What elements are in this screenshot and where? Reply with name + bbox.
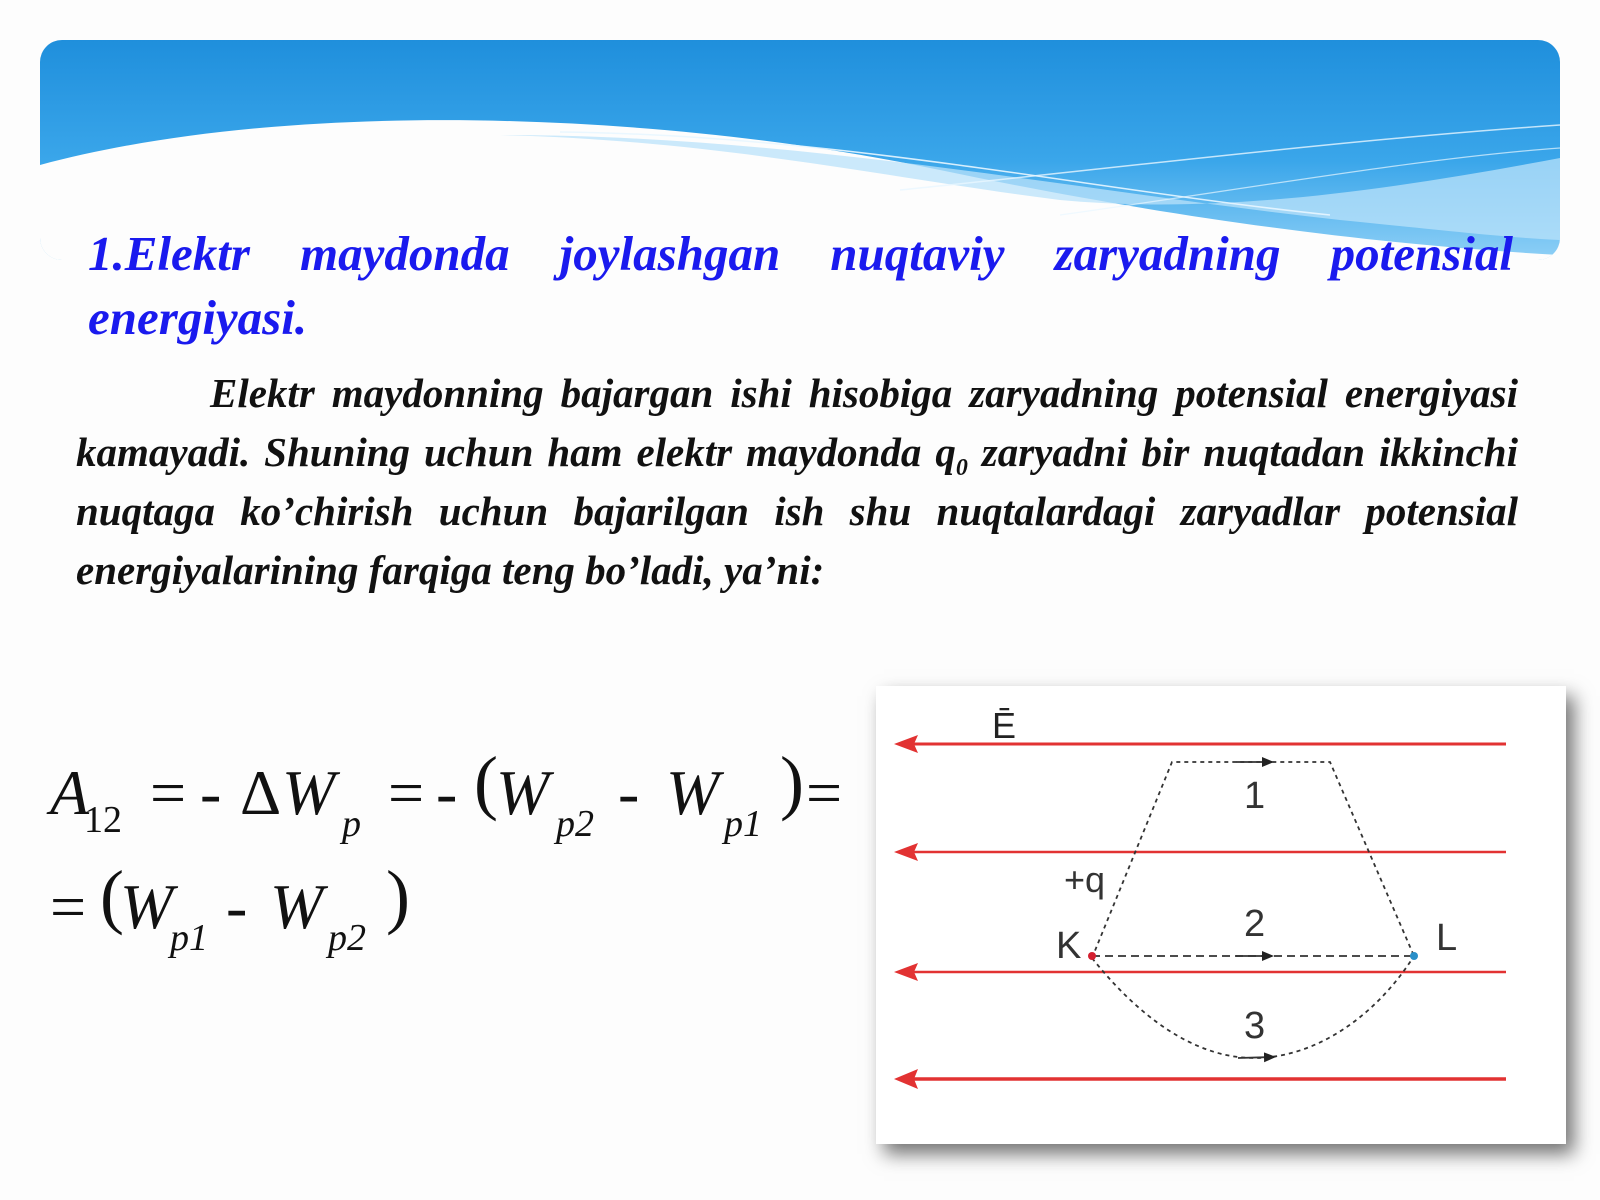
body-text-part-2: zaryadni bir nuqtadan ikkinchi nuqtaga ko’chirish uchun bajarilgan ish shu nuqtalardagi zaryadlar potensial energiyalarining farqiga teng bo’ladi, ya’ni: [76,429,1518,593]
point-l-marker [1410,952,1418,960]
formula-A: A [50,757,90,828]
point-l-label: L [1436,917,1458,959]
formula-W-2: W [496,757,550,828]
formula-equals-3: = [806,757,843,828]
point-k-marker [1088,952,1096,960]
path-label-2: 2 [1244,903,1266,945]
formula-sub-p: p [342,803,361,845]
work-energy-formula [40,748,870,988]
body-paragraph [76,364,1518,600]
field-path-diagram [876,686,1566,1144]
formula-rparen-2: ) [386,856,410,936]
formula-W-4: W [120,871,174,942]
field-line-4 [894,1069,1506,1089]
charge-label: +q [1064,859,1106,900]
section-heading: 1.Elektr maydonda joylashgan nuqtaviy zaryadning potensial energiyasi. [88,226,1513,345]
field-line-3 [894,963,1506,981]
formula-sub-p2-a: p2 [556,803,594,845]
path-label-1: 1 [1244,775,1266,817]
formula-W-1: W [282,757,336,828]
point-k-label: K [1056,925,1082,967]
formula-lparen-1: ( [474,748,498,822]
formula-W-5: W [270,871,324,942]
formula-rparen-1: ) [780,748,804,822]
path-label-3: 3 [1244,1005,1266,1047]
formula-sub-p1-a: p1 [724,803,762,845]
formula-line-1 [46,748,842,845]
formula-equals-2: = [388,757,425,828]
q-subscript: 0 [955,455,968,482]
formula-minus-2: - [436,757,458,828]
formula-delta: Δ [240,757,282,828]
formula-lparen-2: ( [100,856,124,936]
formula-equals-4: = [50,871,87,942]
formula-line-2 [50,856,410,959]
body-text-part-1: Elektr maydonning bajargan ishi hisobiga zaryadning potensial energiyasi kamayadi. Shuning uchun ham elektr maydonda q [76,370,1518,475]
formula-minus-3: - [618,757,640,828]
formula-sub-p1-b: p1 [170,917,208,959]
field-vector-label: Ē [992,705,1017,746]
formula-minus-4: - [226,871,248,942]
formula-A-subscript: 12 [84,799,122,841]
formula-minus-1: - [200,757,222,828]
formula-sub-p2-b: p2 [328,917,366,959]
formula-equals-1: = [150,757,187,828]
field-line-2 [894,843,1506,861]
formula-W-3: W [666,757,720,828]
field-lines [894,735,1506,1089]
field-line-1 [894,735,1506,753]
